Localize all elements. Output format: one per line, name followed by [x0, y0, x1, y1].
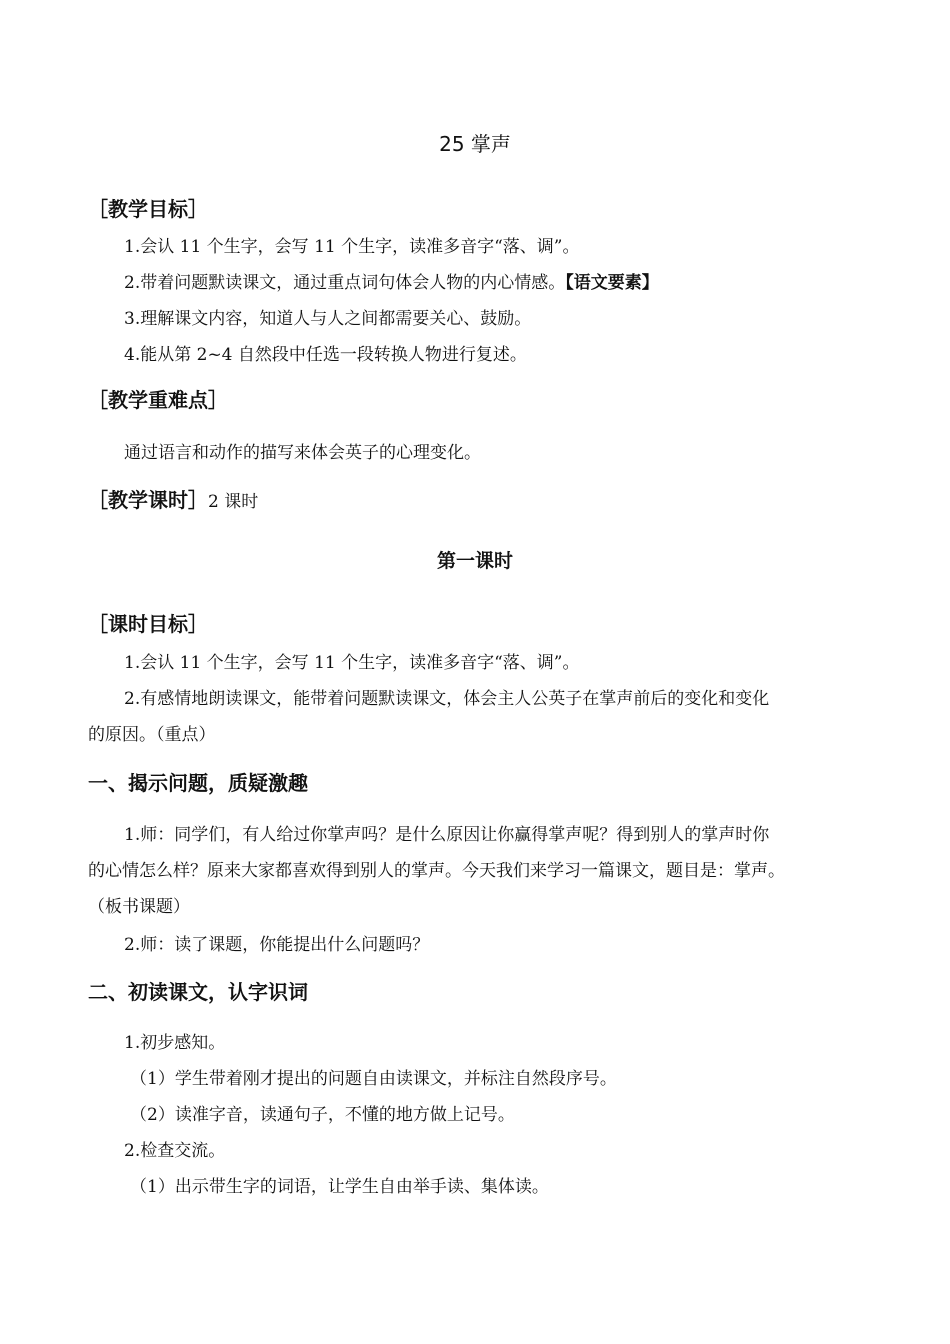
language-element-tag: 【语文要素】: [565, 273, 659, 293]
section1-line-4: 2.师：读了课题，你能提出什么问题吗？: [124, 935, 430, 955]
key-points-heading: ［教学重难点］: [88, 388, 228, 412]
section2-line-2: （1）学生带着刚才提出的问题自由读课文，并标注自然段序号。: [130, 1069, 617, 1089]
lesson-goals-heading: ［课时目标］: [88, 612, 208, 636]
lesson1-title: 第一课时: [436, 550, 513, 572]
section2-line-1: 1.初步感知。: [124, 1033, 226, 1053]
section1-line-1: 1.师：同学们，有人给过你掌声吗？是什么原因让你赢得掌声呢？得到别人的掌声时你: [124, 825, 770, 845]
lesson-goal-1: 1.会认 11 个生字，会写 11 个生字，读准多音字“落、调”。: [124, 653, 580, 673]
section2-title: 二、初读课文，认字识词: [88, 980, 308, 1004]
section1-line-2: 的心情怎么样？原来大家都喜欢得到别人的掌声。今天我们来学习一篇课文，题目是：掌声。: [88, 861, 785, 881]
goal-item-2: [124, 268, 659, 293]
section2-line-5: （1）出示带生字的词语，让学生自由举手读、集体读。: [130, 1177, 549, 1197]
section2-line-3: （2）读准字音，读通句子，不懂的地方做上记号。: [130, 1105, 515, 1125]
lesson-goal-2: 2.有感情地朗读课文，能带着问题默读课文，体会主人公英子在掌声前后的变化和变化: [124, 689, 770, 709]
page-title: 25 掌声: [439, 132, 511, 156]
goal-item-2-text: 2.带着问题默读课文，通过重点词句体会人物的内心情感。: [124, 273, 566, 293]
section2-line-4: 2.检查交流。: [124, 1141, 226, 1161]
lesson-goal-2-cont: 的原因。（重点）: [88, 725, 216, 745]
goal-item-3: 3.理解课文内容，知道人与人之间都需要关心、鼓励。: [124, 309, 532, 329]
key-points-text: 通过语言和动作的描写来体会英子的心理变化。: [124, 443, 481, 463]
teaching-goals-heading: ［教学目标］: [88, 197, 208, 221]
class-hours-line: [88, 484, 258, 513]
section1-title: 一、揭示问题，质疑激趣: [88, 771, 308, 795]
section1-line-3: （板书课题）: [88, 897, 190, 917]
class-hours-value: 2 课时: [208, 492, 259, 512]
goal-item-1: 1.会认 11 个生字，会写 11 个生字，读准多音字“落、调”。: [124, 237, 580, 257]
goal-item-4: 4.能从第 2~4 自然段中任选一段转换人物进行复述。: [124, 345, 527, 365]
class-hours-heading: ［教学课时］: [88, 488, 208, 512]
